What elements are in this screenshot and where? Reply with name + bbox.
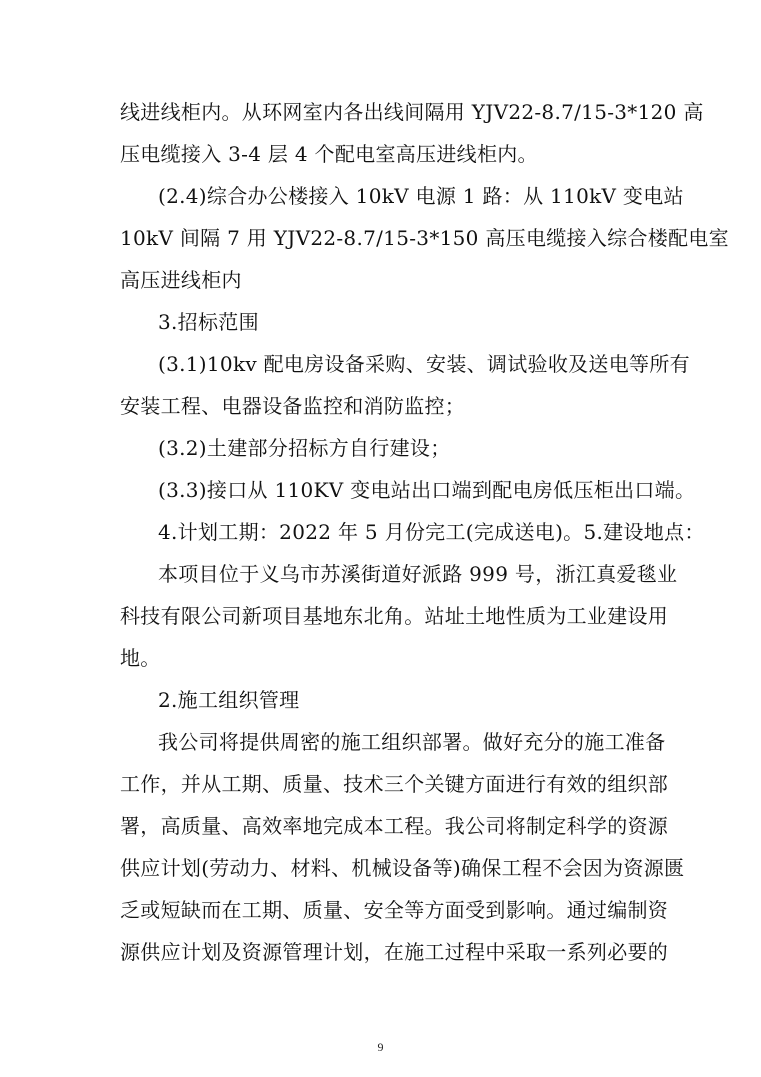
text-line: 工作，并从工期、质量、技术三个关键方面进行有效的组织部 (120, 772, 669, 796)
text-line: 我公司将提供周密的施工组织部署。做好充分的施工准备 (158, 730, 666, 754)
text-line: 署，高质量、高效率地完成本工程。我公司将制定科学的资源 (120, 814, 669, 838)
text-line: 压电缆接入 3-4 层 4 个配电室高压进线柜内。 (120, 142, 538, 166)
text-line: (2.4)综合办公楼接入 10kV 电源 1 路：从 110kV 变电站 (158, 184, 684, 208)
text-line: 供应计划(劳动力、材料、机械设备等)确保工程不会因为资源匮 (120, 856, 685, 880)
section-heading: 2.施工组织管理 (158, 688, 300, 712)
text-line: 线进线柜内。从环网室内各出线间隔用 YJV22-8.7/15-3*120 高 (120, 100, 704, 124)
text-line: 安装工程、电器设备监控和消防监控； (120, 394, 466, 418)
text-line: (3.1)10kv 配电房设备采购、安装、调试验收及送电等所有 (158, 352, 690, 376)
text-line: 源供应计划及资源管理计划，在施工过程中采取一系列必要的 (120, 940, 669, 964)
text-line: 4.计划工期：2022 年 5 月份完工(完成送电)。5.建设地点： (158, 520, 705, 544)
section-heading: 3.招标范围 (158, 310, 259, 334)
page-number: 9 (377, 1040, 384, 1054)
text-line: (3.2)土建部分招标方自行建设； (158, 436, 451, 460)
text-line: 10kV 间隔 7 用 YJV22-8.7/15-3*150 高压电缆接入综合楼配电室 (120, 226, 729, 250)
text-line: (3.3)接口从 110KV 变电站出口端到配电房低压柜出口端。 (158, 478, 696, 502)
text-line: 地。 (120, 646, 161, 670)
text-line: 乏或短缺而在工期、质量、安全等方面受到影响。通过编制资 (120, 898, 669, 922)
text-line: 高压进线柜内 (120, 268, 242, 292)
text-line: 本项目位于义乌市苏溪街道好派路 999 号，浙江真爱毯业 (158, 562, 678, 586)
text-line: 科技有限公司新项目基地东北角。站址土地性质为工业建设用 (120, 604, 669, 628)
